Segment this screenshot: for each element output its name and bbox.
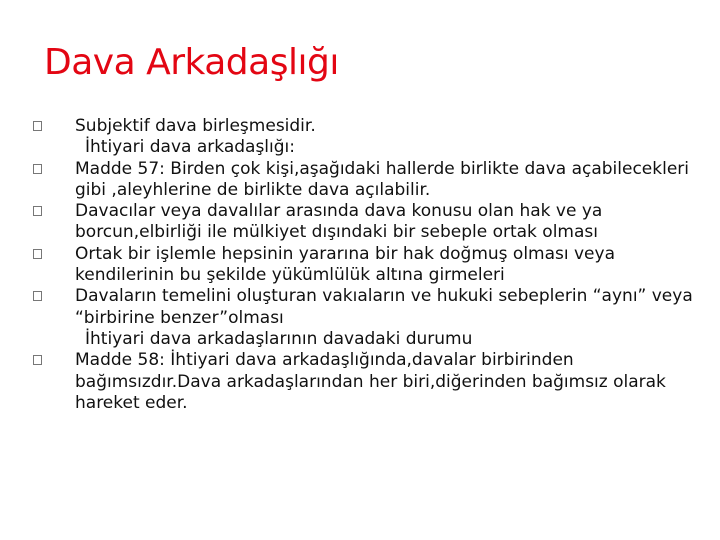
list-item — [30, 244, 700, 287]
bullet-square-icon — [33, 206, 42, 216]
list-item-text: Madde 58: İhtiyari dava arkadaşlığında,davalar birbirinden bağımsızdır.Dava arkadaşlarından her biri,diğerinden bağımsız olarak hareket eder. — [75, 350, 666, 413]
list-item — [30, 116, 700, 137]
bullet-square-icon — [33, 249, 42, 259]
bullet-square-icon — [33, 164, 42, 174]
list-item-text: Davaların temelini oluşturan vakıaların ve hukuki sebeplerin “aynı” veya “birbirine benzer”olması — [75, 286, 693, 328]
bullet-square-icon — [33, 121, 42, 131]
list-item — [30, 201, 700, 244]
list-item-text: Davacılar veya davalılar arasında dava konusu olan hak ve ya borcun,elbirliği ile mülkiyet dışındaki bir sebeple ortak olması — [75, 201, 603, 243]
list-item-text: Subjektif dava birleşmesidir. — [75, 116, 316, 136]
bullet-square-icon — [33, 355, 42, 365]
sub-heading: İhtiyari dava arkadaşlarının davadaki durumu — [85, 328, 473, 349]
bullet-square-icon — [33, 291, 42, 301]
sub-heading: İhtiyari dava arkadaşlığı: — [85, 137, 295, 158]
list-item — [30, 286, 700, 329]
slide-title: Dava Arkadaşlığı — [44, 42, 339, 83]
list-item-text: Madde 57: Birden çok kişi,aşağıdaki hallerde birlikte dava açabilecekleri gibi ,aleyhlerine de birlikte dava açılabilir. — [75, 158, 690, 200]
slide-body — [30, 116, 700, 414]
list-item-text: Ortak bir işlemle hepsinin yararına bir hak doğmuş olması veya kendilerinin bu şekilde yükümlülük altına girmeleri — [75, 243, 615, 286]
list-item — [30, 159, 700, 202]
list-item — [30, 350, 700, 414]
